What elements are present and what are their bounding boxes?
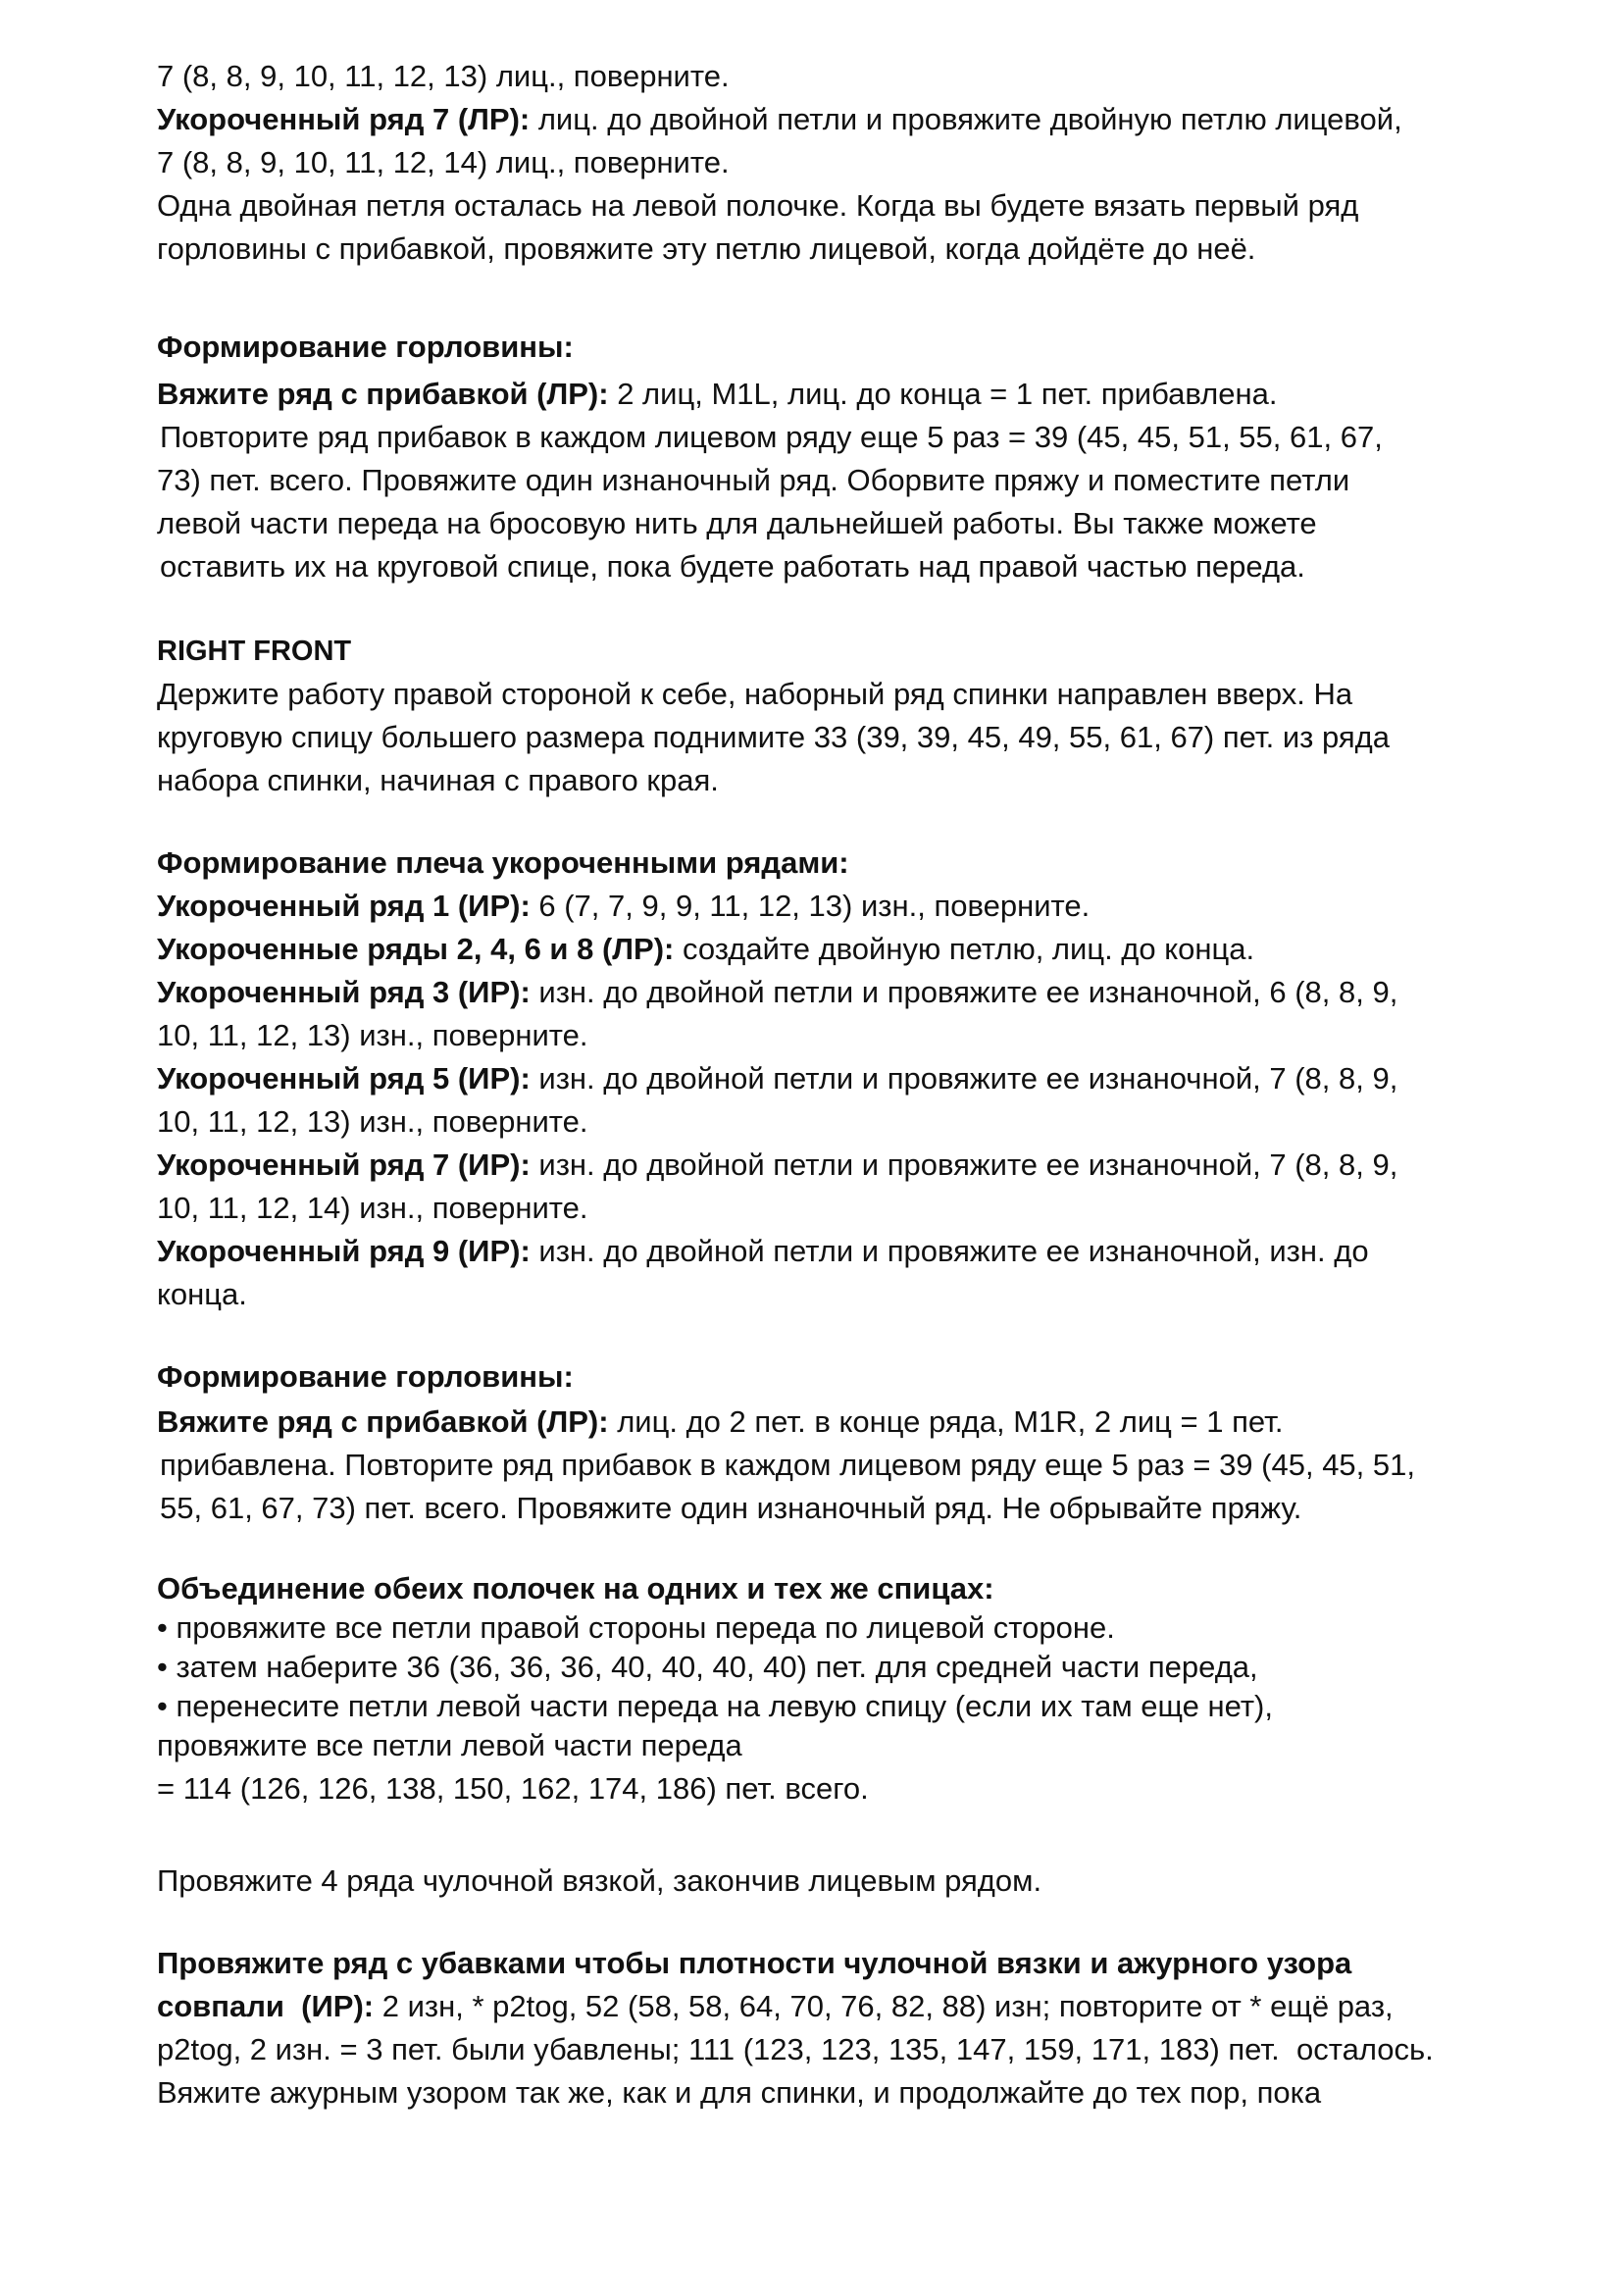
- decrease-row-label: совпали (ИР):: [157, 1989, 375, 2023]
- increase-row-line: [157, 1401, 1510, 1444]
- section-right-front: [157, 630, 1510, 802]
- increase-row-text: 2 лиц, M1L, лиц. до конца = 1 пет. прибавлена.: [608, 377, 1278, 411]
- short-row-text: изн. до двойной петли и провяжите ее изнаночной, 7 (8, 8, 9,: [530, 1147, 1398, 1182]
- decrease-row-line: [157, 1985, 1510, 2028]
- section-heading: Объединение обеих полочек на одних и тех же спицах:: [157, 1571, 994, 1606]
- short-row-5-line: [157, 1057, 1510, 1100]
- section-heading: Формирование плеча укороченными рядами:: [157, 845, 849, 880]
- text-line: 10, 11, 12, 14) изн., поверните.: [157, 1191, 588, 1225]
- short-row-label: Укороченный ряд 5 (ИР):: [157, 1061, 531, 1096]
- short-row-label: Укороченный ряд 7 (ЛР):: [157, 102, 531, 136]
- short-rows-2-4-6-8-line: [157, 928, 1510, 971]
- text-line: 55, 61, 67, 73) пет. всего. Провяжите один изнаночный ряд. Не обрывайте пряжу.: [160, 1491, 1302, 1525]
- text-line: 7 (8, 8, 9, 10, 11, 12, 14) лиц., поверните.: [157, 145, 730, 179]
- text-line: Вяжите ажурным узором так же, как и для спинки, и продолжайте до тех пор, пока: [157, 2075, 1322, 2110]
- short-row-text: изн. до двойной петли и провяжите ее изнаночной, 7 (8, 8, 9,: [530, 1061, 1398, 1096]
- increase-row-text: лиц. до 2 пет. в конце ряда, M1R, 2 лиц = 1 пет.: [608, 1404, 1284, 1439]
- short-row-text: лиц. до двойной петли и провяжите двойную петлю лицевой,: [530, 102, 1402, 136]
- paragraph-stockinette: [157, 1860, 1510, 1903]
- section-shoulder-short-rows: [157, 841, 1510, 1316]
- text-line: 10, 11, 12, 13) изн., поверните.: [157, 1018, 588, 1052]
- short-row-text: 6 (7, 7, 9, 9, 11, 12, 13) изн., поверните.: [530, 889, 1091, 923]
- section-heading: Формирование горловины:: [157, 1359, 574, 1394]
- increase-row-label: Вяжите ряд с прибавкой (ЛР):: [157, 1404, 609, 1439]
- section-neck-shaping-left: [157, 326, 1510, 588]
- increase-row-label: Вяжите ряд с прибавкой (ЛР):: [157, 377, 609, 411]
- section-heading: Формирование горловины:: [157, 330, 574, 364]
- paragraph-left-front-end: [157, 55, 1510, 271]
- section-heading: RIGHT FRONT: [157, 636, 352, 667]
- decrease-row-text: 2 изн, * p2tog, 52 (58, 58, 64, 70, 76, 82, 88) изн; повторите от * ещё раз,: [374, 1989, 1394, 2023]
- short-row-label: Укороченные ряды 2, 4, 6 и 8 (ЛР):: [157, 932, 675, 966]
- short-row-label: Укороченный ряд 1 (ИР):: [157, 889, 531, 923]
- text-line: 73) пет. всего. Провяжите один изнаночный ряд. Оборвите пряжу и поместите петли: [157, 463, 1350, 497]
- text-line: Держите работу правой стороной к себе, наборный ряд спинки направлен вверх. На: [157, 677, 1353, 711]
- stitch-total: = 114 (126, 126, 138, 150, 162, 174, 186) пет. всего.: [157, 1771, 869, 1806]
- text-line: круговую спицу большего размера поднимите 33 (39, 39, 45, 49, 55, 61, 67) пет. из ряда: [157, 720, 1390, 754]
- short-row-label: Укороченный ряд 9 (ИР):: [157, 1234, 531, 1268]
- short-row-text: изн. до двойной петли и провяжите ее изнаночной, 6 (8, 8, 9,: [530, 975, 1398, 1009]
- short-row-7-line: [157, 98, 1510, 141]
- text-line: Одна двойная петля осталась на левой полочке. Когда вы будете вязать первый ряд: [157, 188, 1359, 223]
- short-row-label: Укороченный ряд 3 (ИР):: [157, 975, 531, 1009]
- text-line: 10, 11, 12, 13) изн., поверните.: [157, 1104, 588, 1139]
- section-decrease-row: [157, 1942, 1510, 2115]
- short-row-text: создайте двойную петлю, лиц. до конца.: [674, 932, 1255, 966]
- text-line: p2tog, 2 изн. = 3 пет. были убавлены; 111 (123, 123, 135, 147, 159, 171, 183) пет. осталось.: [157, 2032, 1434, 2066]
- section-heading: Провяжите ряд с убавками чтобы плотности чулочной вязки и ажурного узора: [157, 1946, 1352, 1980]
- text-line: горловины с прибавкой, провяжите эту петлю лицевой, когда дойдёте до неё.: [157, 231, 1256, 266]
- increase-row-line: [157, 373, 1510, 416]
- section-neck-shaping-right: [157, 1355, 1510, 1530]
- text-line: конца.: [157, 1277, 247, 1311]
- section-join-fronts: [157, 1569, 1510, 1809]
- short-row-9-line: [157, 1230, 1510, 1273]
- text-line: левой части переда на бросовую нить для дальнейшей работы. Вы также можете: [157, 506, 1317, 540]
- short-row-1-line: [157, 885, 1510, 928]
- text-line: оставить их на круговой спице, пока будете работать над правой частью переда.: [160, 549, 1305, 584]
- text-line: набора спинки, начиная с правого края.: [157, 763, 719, 797]
- text-line: Провяжите 4 ряда чулочной вязкой, закончив лицевым рядом.: [157, 1863, 1042, 1898]
- text-line: 7 (8, 8, 9, 10, 11, 12, 13) лиц., поверните.: [157, 59, 730, 93]
- bullet-item: • провяжите все петли правой стороны переда по лицевой стороне.: [157, 1610, 1115, 1645]
- text-line: Повторите ряд прибавок в каждом лицевом ряду еще 5 раз = 39 (45, 45, 51, 55, 61, 67,: [160, 420, 1383, 454]
- short-row-text: изн. до двойной петли и провяжите ее изнаночной, изн. до: [530, 1234, 1369, 1268]
- document-page: [157, 55, 1510, 2115]
- short-row-3-line: [157, 971, 1510, 1014]
- text-line: провяжите все петли левой части переда: [157, 1728, 742, 1762]
- short-row-7-line: [157, 1144, 1510, 1187]
- short-row-label: Укороченный ряд 7 (ИР):: [157, 1147, 531, 1182]
- text-line: прибавлена. Повторите ряд прибавок в каждом лицевом ряду еще 5 раз = 39 (45, 45, 51,: [160, 1448, 1415, 1482]
- bullet-item: • перенесите петли левой части переда на левую спицу (если их там еще нет),: [157, 1689, 1273, 1723]
- bullet-item: • затем наберите 36 (36, 36, 36, 40, 40, 40, 40) пет. для средней части переда,: [157, 1650, 1258, 1684]
